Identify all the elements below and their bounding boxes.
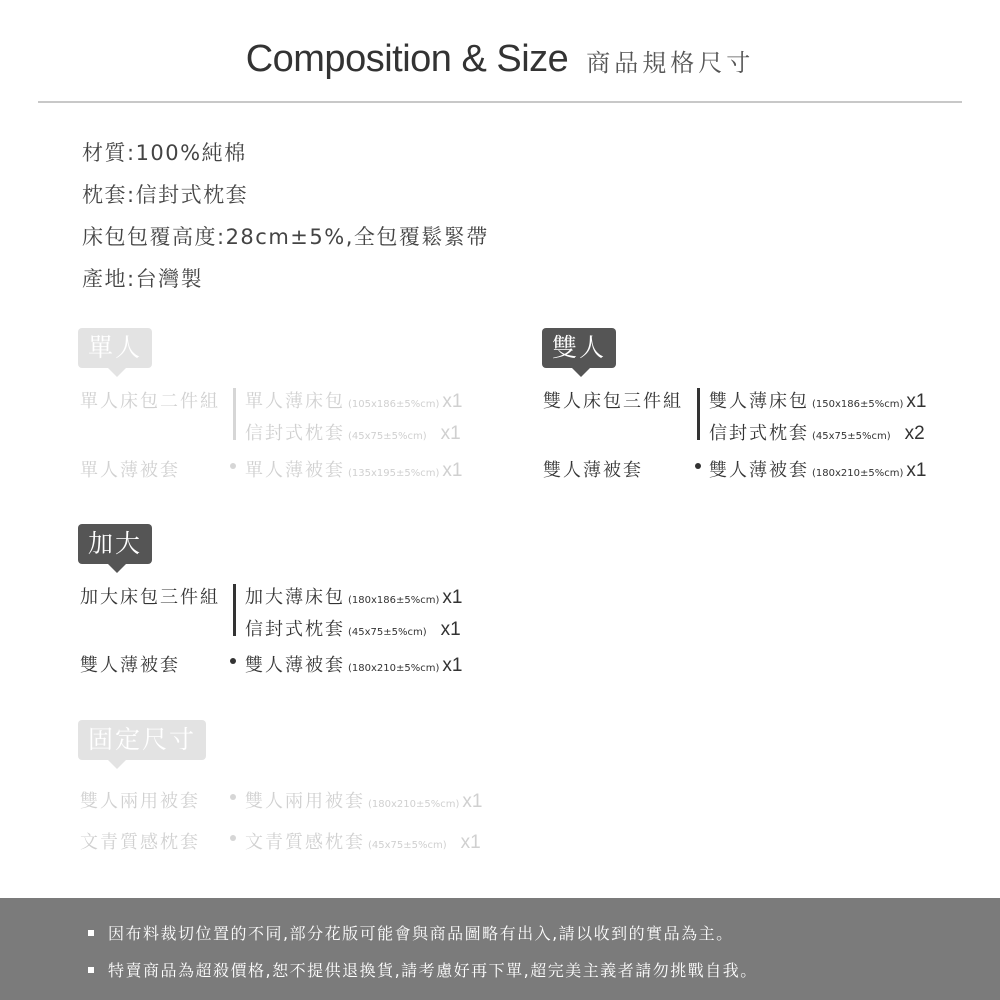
- header-divider: [38, 101, 962, 103]
- queen-item-fitted-sheet: 加大薄床包 (180x186±5%cm) x1: [245, 587, 463, 608]
- size-tag-fixed[interactable]: 固定尺寸: [78, 720, 206, 760]
- fixed-bullet-dot-1: [230, 794, 236, 800]
- queen-quilt-set-label: 雙人薄被套: [80, 655, 180, 676]
- single-bullet-dot: [230, 463, 236, 469]
- single-quilt-set-label: 單人薄被套: [80, 460, 180, 481]
- queen-bed-set-label: 加大床包三件組: [80, 587, 220, 608]
- fixed-item-dual-quilt-cover: 雙人兩用被套 (180x210±5%cm) x1: [245, 791, 483, 812]
- size-tag-double[interactable]: 雙人: [542, 328, 616, 368]
- fixed-item-pillowcase: 文青質感枕套 (45x75±5%cm) x1: [245, 832, 481, 853]
- single-item-pillowcase: 信封式枕套 (45x75±5%cm) x1: [245, 423, 461, 444]
- double-item-pillowcase: 信封式枕套 (45x75±5%cm) x2: [709, 423, 925, 444]
- double-quilt-set-label: 雙人薄被套: [543, 460, 643, 481]
- footer-note-1: 因布料裁切位置的不同,部分花版可能會與商品圖略有出入,請以收到的實品為主。: [88, 921, 734, 944]
- title-chinese: 商品規格尺寸: [586, 49, 755, 77]
- spec-fitted-height: 床包包覆高度:28cm±5%,全包覆鬆緊帶: [82, 225, 489, 249]
- spec-origin: 產地:台灣製: [82, 267, 204, 291]
- size-tag-single[interactable]: 單人: [78, 328, 152, 368]
- single-item-fitted-sheet: 單人薄床包 (105x186±5%cm) x1: [245, 391, 463, 412]
- queen-item-pillowcase: 信封式枕套 (45x75±5%cm) x1: [245, 619, 461, 640]
- single-bed-set-label: 單人床包二件組: [80, 391, 220, 412]
- single-group-bar: [233, 388, 236, 440]
- queen-group-bar: [233, 584, 236, 636]
- size-tag-queen[interactable]: 加大: [78, 524, 152, 564]
- double-item-fitted-sheet: 雙人薄床包 (150x186±5%cm) x1: [709, 391, 927, 412]
- double-bed-set-label: 雙人床包三件組: [543, 391, 683, 412]
- double-item-quilt-cover: 雙人薄被套 (180x210±5%cm) x1: [709, 460, 927, 481]
- fixed-set-label-2: 文青質感枕套: [80, 832, 200, 853]
- footer-notes-panel: [0, 898, 1000, 1000]
- title-english: Composition & Size: [245, 38, 569, 80]
- queen-item-quilt-cover: 雙人薄被套 (180x210±5%cm) x1: [245, 655, 463, 676]
- queen-bullet-dot: [230, 658, 236, 664]
- fixed-set-label-1: 雙人兩用被套: [80, 791, 200, 812]
- single-item-quilt-cover: 單人薄被套 (135x195±5%cm) x1: [245, 460, 463, 481]
- bullet-square-icon: [88, 930, 94, 936]
- fixed-bullet-dot-2: [230, 835, 236, 841]
- double-bullet-dot: [695, 463, 701, 469]
- spec-pillowcase: 枕套:信封式枕套: [82, 183, 249, 207]
- page-title: [0, 38, 1000, 81]
- bullet-square-icon: [88, 967, 94, 973]
- footer-note-2: 特賣商品為超殺價格,恕不提供退換貨,請考慮好再下單,超完美主義者請勿挑戰自我。: [88, 958, 758, 981]
- double-group-bar: [697, 388, 700, 440]
- spec-material: 材質:100%純棉: [82, 141, 247, 165]
